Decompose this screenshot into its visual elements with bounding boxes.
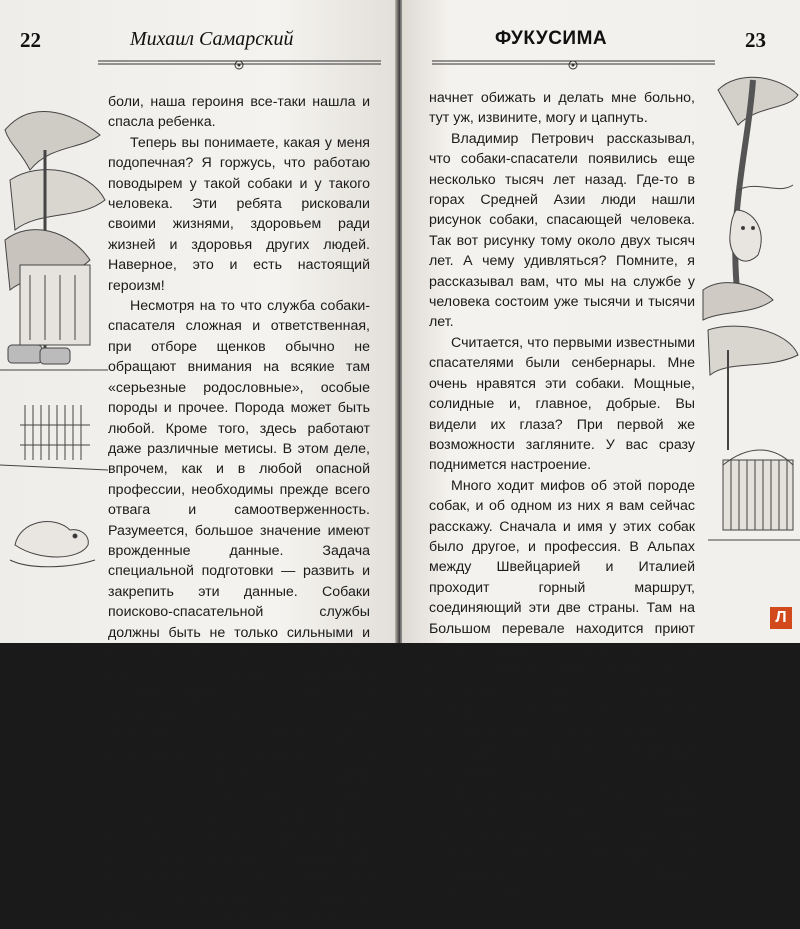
left-page-number: 22 [20,28,41,52]
paragraph: Много ходит мифов об этой породе собак, и об одном из них я вам сейчас расскажу. Сначала и имя у этих собак было другое, и профессия. В Альпах между Швейцарией и Италией проходит горный маршрут, соединяющий эти две страны. Там на Большом перевале находится приют Святого Бернара. Монахи из этого приюта сначала использовали крупных и покладистых собак как вьючных животных. Понятное дело, ослики и верблюды тут, конечно, не прижились бы. Назывались эти собаки альпийские мастифы. [429,477,695,780]
paragraph: боли, наша героиня все-таки нашла и спасла ребенка. [108,94,370,131]
right-page [402,0,800,902]
paragraph: Что удивительно, они выполняли спасательные работы даже самостоятельно. Находили людей не только в лавинах, например, но и заблудившихся в пургу. Найдя человека, соба- [429,783,695,902]
paragraph: Владимир Петрович рассказывал, что собаки-спасатели появились еще несколько тысяч лет назад. Где-то в горах Средней Азии люди нашли рисунок собаки, спасающей человека. Так вот рисунку тому около двух тысяч лет. А чему удивляться? Помните, я рассказывал вам, что мы на службе у человека состоим уже тысячи и тысячи лет. [429,130,695,331]
left-text-column [108,92,370,929]
publisher-logo: Л [770,607,792,629]
left-page [0,0,398,927]
left-decorative-rule [98,56,381,70]
left-running-head: Михаил Самарский [130,28,294,50]
paragraph: Считается, что первыми известными спасателями были сенбернары. Мне очень нравятся эти собаки. Мощные, солидные и, главное, добрые. Вы видели их глаза? При первой же возможности загляните. У вас сразу поднимется настроение. [429,334,695,474]
right-page-number: 23 [745,28,766,52]
right-illustration [698,70,800,610]
right-running-head: ФУКУСИМА [495,28,608,49]
paragraph: начнет обижать и делать мне больно, тут уж, извините, могу и цапнуть. [429,90,695,127]
paragraph: Теперь вы понимаете, какая у меня подопечная? Я горжусь, что работаю поводырем у такой собаки и у такого человека. Эти ребята рисковали своими жизнями, здоровьем ради жизней и здоровья других людей. Наверное, это и есть настоящий героизм! [108,134,370,294]
right-decorative-rule [432,56,715,70]
right-text-column [429,88,695,904]
left-illustration [0,90,108,630]
paragraph: Несмотря на то что служба собаки-спасателя сложная и ответственная, при отборе щенков обычно не обращают внимания на всякие там «серьезные родословные», особые породы и прочее. Порода может быть любой. Кроме того, здесь работают даже различные метисы. В этом деле, впрочем, как и в любой опасной профессии, необходимы прежде всего отвага и самоотверженность. Разумеется, большое значение имеют врожденные данные. Задача специальной подготовки — развить и закрепить эти данные. Собаки поисково-спасательной службы должны быть не только сильными и выносливыми, но и обладать идеальным слухом, отличным зрением, острым чутьем. Вместе с тем они должны быть добрыми — никакой агрессии ни к животным, ни к незнакомым людям. Понимаете, в чем сложность? Даже если вдруг спасенный человек сделает собаке-спасателю больно, та должна стерпеть и не укусить его в ответ. Во как! Даже нас такому не учат. Если, конечно, мой подопечный ошибется и что-то там совершит такое непонятное, я тоже его кусать не стану. Но если посторонний [108,298,370,927]
